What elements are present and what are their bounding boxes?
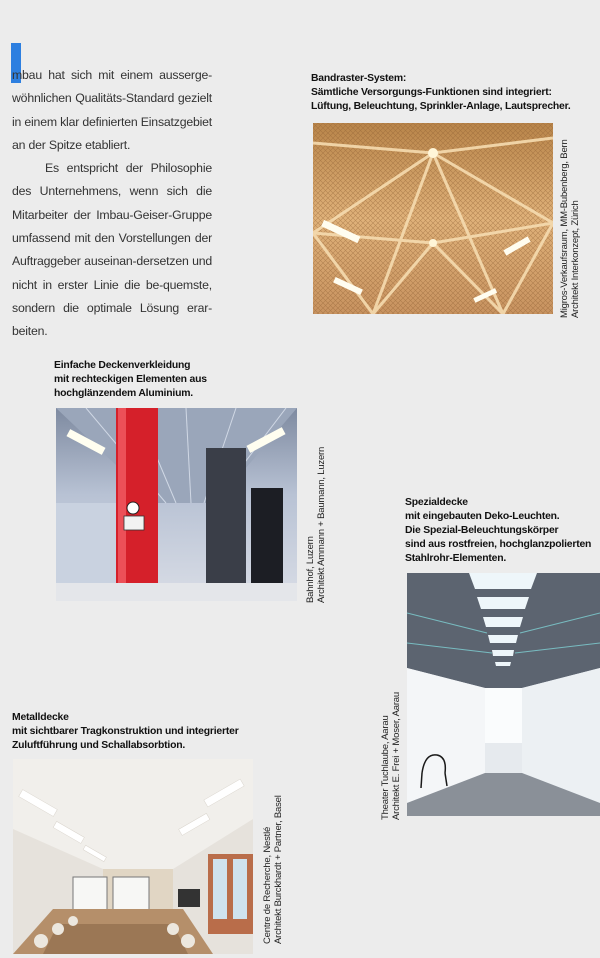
caption-einfache <box>54 359 207 401</box>
caption-spezial <box>405 496 591 566</box>
caption-line: Die Spezial-Beleuchtungskörper <box>405 525 559 536</box>
credit-line: Theater Tuchlaube, Aarau <box>380 715 391 820</box>
intro-paragraph-1: mbau hat sich mit einem ausserge-wöhnlichen Qualitäts-Standard gezielt in einem klar definierten Einsatzgebiet an der Spitze etabliert. <box>12 68 212 152</box>
caption-line: Bandraster-System: <box>311 73 407 84</box>
credit-line: Architekt Interkonzept, Zürich <box>570 200 581 318</box>
credit-centre-de-recherche <box>262 795 284 944</box>
credit-line: Architekt Ammann + Baumann, Luzern <box>316 446 327 603</box>
caption-line: Stahlrohr-Elementen. <box>405 553 507 564</box>
credit-line: Bahnhof, Luzern <box>305 536 316 603</box>
photo-centre-de-recherche <box>13 759 253 954</box>
conference-room-image <box>13 759 253 954</box>
caption-line: hochglänzendem Aluminium. <box>54 388 193 399</box>
caption-line: sind aus rostfreien, hochglanzpolierten <box>405 539 592 550</box>
intro-text <box>12 64 212 344</box>
credit-line: Centre de Recherche, Nestlé <box>262 826 273 944</box>
caption-line: Sämtliche Versorgungs-Funktionen sind integriert: <box>311 87 552 98</box>
credit-line: Architekt Burckhardt + Partner, Basel <box>273 795 284 944</box>
caption-line: Zuluftführung und Schallabsorbtion. <box>12 740 186 751</box>
caption-line: mit rechteckigen Elementen aus <box>54 374 207 385</box>
caption-line: Metalldecke <box>12 712 69 723</box>
bandraster-ceiling-image <box>313 123 553 314</box>
bahnhof-hall-image <box>56 408 297 601</box>
caption-metall <box>12 711 239 753</box>
photo-bahnhof-luzern <box>56 408 297 601</box>
credit-line: Architekt E. Frei + Moser, Aarau <box>391 692 402 820</box>
photo-bandraster-ceiling <box>313 123 553 314</box>
credit-bandraster <box>559 139 581 318</box>
caption-line: Lüftung, Beleuchtung, Sprinkler-Anlage, Lautsprecher. <box>311 101 571 112</box>
caption-bandraster <box>311 72 571 114</box>
caption-line: Einfache Deckenverkleidung <box>54 360 191 371</box>
caption-line: Spezialdecke <box>405 497 468 508</box>
intro-paragraph-2: Es entspricht der Philosophie des Unternehmens, wenn sich die Mitarbeiter der Imbau-Geiser-Gruppe umfassend mit den Vorstellungen der Auftraggeber auseinan-dersetzen und nicht in erster Linie die be-quemste, sondern die optimale Lösung erar-beiten. <box>12 161 212 339</box>
caption-line: mit eingebauten Deko-Leuchten. <box>405 511 560 522</box>
theater-corridor-image <box>407 573 600 816</box>
credit-bahnhof <box>305 447 327 603</box>
photo-theater-tuchlaube <box>407 573 600 816</box>
credit-theater <box>380 692 402 820</box>
caption-line: mit sichtbarer Tragkonstruktion und integrierter <box>12 726 239 737</box>
credit-line: Migros-Verkaufsraum, MM-Bubenberg, Bern <box>559 139 570 318</box>
